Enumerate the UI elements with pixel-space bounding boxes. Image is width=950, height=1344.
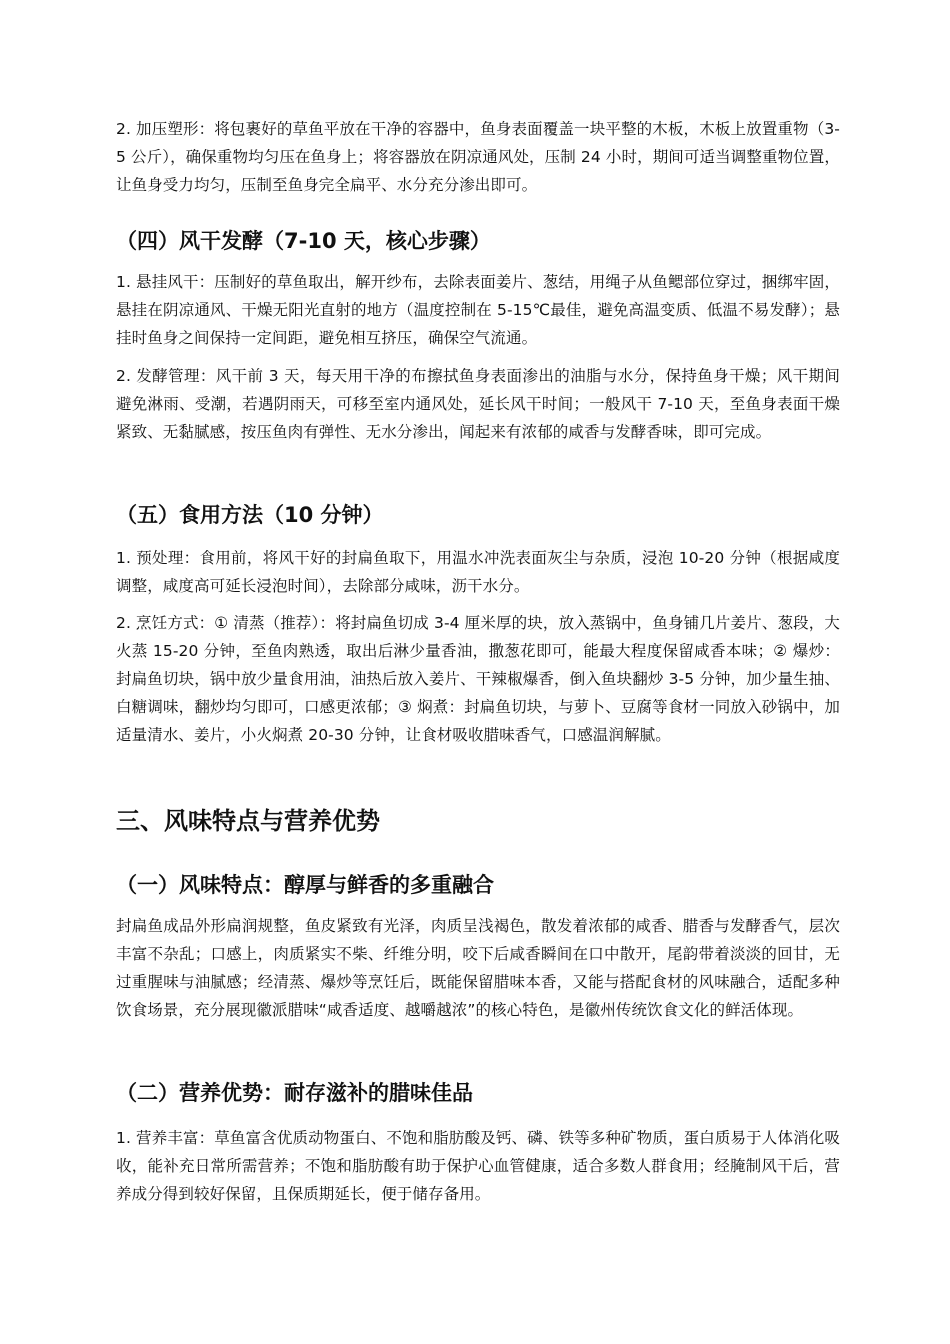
paragraph-nutrition: 1. 营养丰富：草鱼富含优质动物蛋白、不饱和脂肪酸及钙、磷、铁等多种矿物质，蛋白质易于人体消化吸收，能补充日常所需营养；不饱和脂肪酸有助于保护心血管健康，适合多数人群食用；经腌制风干后，营养成分得到较好保留，且保质期延长，便于储存备用。 — [116, 1129, 840, 1203]
paragraph-hanging: 1. 悬挂风干：压制好的草鱼取出，解开纱布，去除表面姜片、葱结，用绳子从鱼鳃部位穿过，捆绑牢固，悬挂在阴凉通风、干燥无阳光直射的地方（温度控制在 5-15℃最佳，避免高温变质、低温不易发酵）；悬挂时鱼身之间保持一定间距，避免相互挤压，确保空气流通。 — [116, 273, 840, 347]
heading-eating-method: （五）食用方法（10 分钟） — [116, 503, 384, 527]
paragraph-pretreatment: 1. 预处理：食用前，将风干好的封扁鱼取下，用温水冲洗表面灰尘与杂质，浸泡 10-20 分钟（根据咸度调整，咸度高可延长浸泡时间），去除部分咸味，沥干水分。 — [116, 549, 840, 595]
section-heading-flavor-nutrition: 三、风味特点与营养优势 — [116, 807, 380, 835]
heading-nutrition-advantages: （二）营养优势：耐存滋补的腊味佳品 — [116, 1081, 473, 1105]
paragraph-pressing: 2. 加压塑形：将包裹好的草鱼平放在干净的容器中，鱼身表面覆盖一块平整的木板，木板上放置重物（3-5 公斤），确保重物均匀压在鱼身上；将容器放在阴凉通风处，压制 24 小时，期间可适当调整重物位置，让鱼身受力均匀，压制至鱼身完全扁平、水分充分渗出即可。 — [116, 120, 840, 194]
paragraph-fermentation-management: 2. 发酵管理：风干前 3 天，每天用干净的布擦拭鱼身表面渗出的油脂与水分，保持鱼身干燥；风干期间避免淋雨、受潮，若遇阴雨天，可移至室内通风处，延长风干时间；一般风干 7-10 天，至鱼身表面干燥紧致、无黏腻感，按压鱼肉有弹性、无水分渗出，闻起来有浓郁的咸香与发酵香味，即可完成。 — [116, 367, 840, 441]
paragraph-flavor: 封扁鱼成品外形扁润规整，鱼皮紧致有光泽，肉质呈浅褐色，散发着浓郁的咸香、腊香与发酵香气，层次丰富不杂乱；口感上，肉质紧实不柴、纤维分明，咬下后咸香瞬间在口中散开，尾韵带着淡淡的回甘，无过重腥味与油腻感；经清蒸、爆炒等烹饪后，既能保留腊味本香，又能与搭配食材的风味融合，适配多种饮食场景，充分展现徽派腊味“咸香适度、越嚼越浓”的核心特色，是徽州传统饮食文化的鲜活体现。 — [116, 917, 840, 1019]
paragraph-cooking-methods: 2. 烹饪方式：① 清蒸（推荐）：将封扁鱼切成 3-4 厘米厚的块，放入蒸锅中，鱼身铺几片姜片、葱段，大火蒸 15-20 分钟，至鱼肉熟透，取出后淋少量香油，撒葱花即可，能最大程度保留咸香本味；② 爆炒：封扁鱼切块，锅中放少量食用油，油热后放入姜片、干辣椒爆香，倒入鱼块翻炒 3-5 分钟，加少量生抽、白糖调味，翻炒均匀即可，口感更浓郁；③ 焖煮：封扁鱼切块，与萝卜、豆腐等食材一同放入砂锅中，加适量清水、姜片，小火焖煮 20-30 分钟，让食材吸收腊味香气，口感温润解腻。 — [116, 614, 840, 744]
heading-air-dry-fermentation: （四）风干发酵（7-10 天，核心步骤） — [116, 229, 491, 253]
heading-flavor-characteristics: （一）风味特点：醇厚与鲜香的多重融合 — [116, 873, 494, 897]
